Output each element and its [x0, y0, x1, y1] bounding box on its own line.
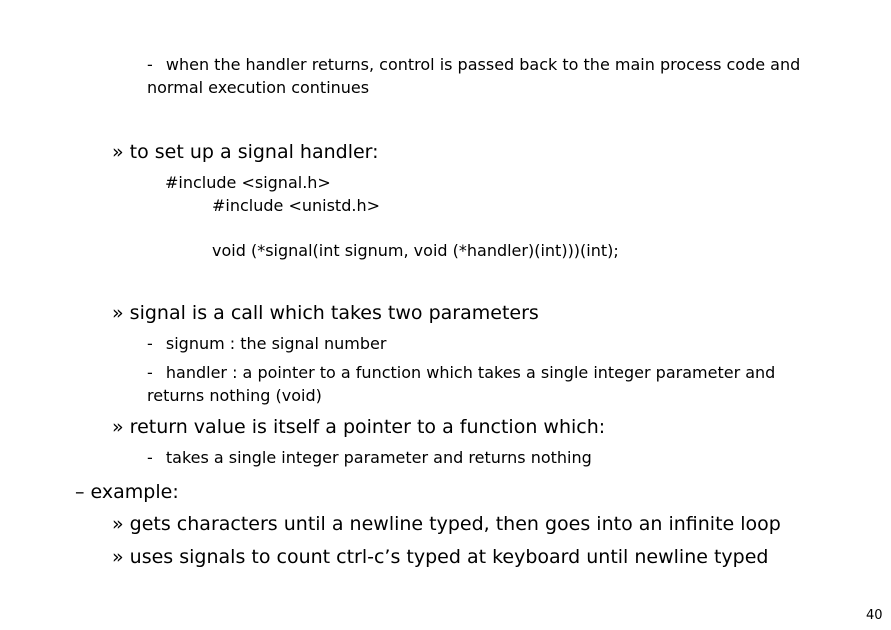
code-line-signal-prototype: void (*signal(int signum, void (*handler)(int)))(int); — [212, 241, 619, 260]
retval-heading — [112, 416, 605, 438]
params-heading-text: signal is a call which takes two parameters — [129, 302, 539, 324]
params-heading — [112, 302, 539, 324]
bullet-marker: » — [112, 416, 124, 438]
setup-heading — [112, 141, 379, 163]
dash-marker: - — [147, 334, 153, 353]
dash-marker: – — [75, 481, 85, 503]
code-line-include-unistd: #include <unistd.h> — [212, 196, 380, 215]
page-number: 40 — [866, 608, 883, 623]
example-item-text: uses signals to count ctrl-c’s typed at keyboard until newline typed — [129, 546, 769, 568]
example-heading-text: example: — [90, 481, 179, 503]
handler-return-item — [147, 55, 800, 74]
bullet-marker: » — [112, 513, 124, 535]
example-heading — [75, 481, 179, 503]
handler-return-text-line2: normal execution continues — [147, 78, 370, 97]
retval-item-text: takes a single integer parameter and returns nothing — [165, 448, 592, 467]
dash-marker: - — [147, 448, 153, 467]
bullet-marker: » — [112, 302, 124, 324]
bullet-marker: » — [112, 141, 124, 163]
example-item-text: gets characters until a newline typed, then goes into an infinite loop — [129, 513, 781, 535]
example-item-gets-characters — [112, 513, 781, 535]
dash-marker: - — [147, 55, 153, 74]
retval-item — [147, 448, 592, 467]
param-item-handler — [147, 363, 775, 382]
bullet-marker: » — [112, 546, 124, 568]
param-handler-text-line2: returns nothing (void) — [147, 386, 322, 405]
param-item-signum — [147, 334, 386, 353]
param-signum-text: signum : the signal number — [165, 334, 387, 353]
param-handler-text-line1: handler : a pointer to a function which takes a single integer parameter and — [165, 363, 776, 382]
example-item-uses-signals — [112, 546, 768, 568]
dash-marker: - — [147, 363, 153, 382]
retval-heading-text: return value is itself a pointer to a function which: — [129, 416, 606, 438]
handler-return-text-line1: when the handler returns, control is passed back to the main process code and — [165, 55, 801, 74]
code-line-include-signal: #include <signal.h> — [165, 173, 331, 192]
setup-heading-text: to set up a signal handler: — [129, 141, 379, 163]
